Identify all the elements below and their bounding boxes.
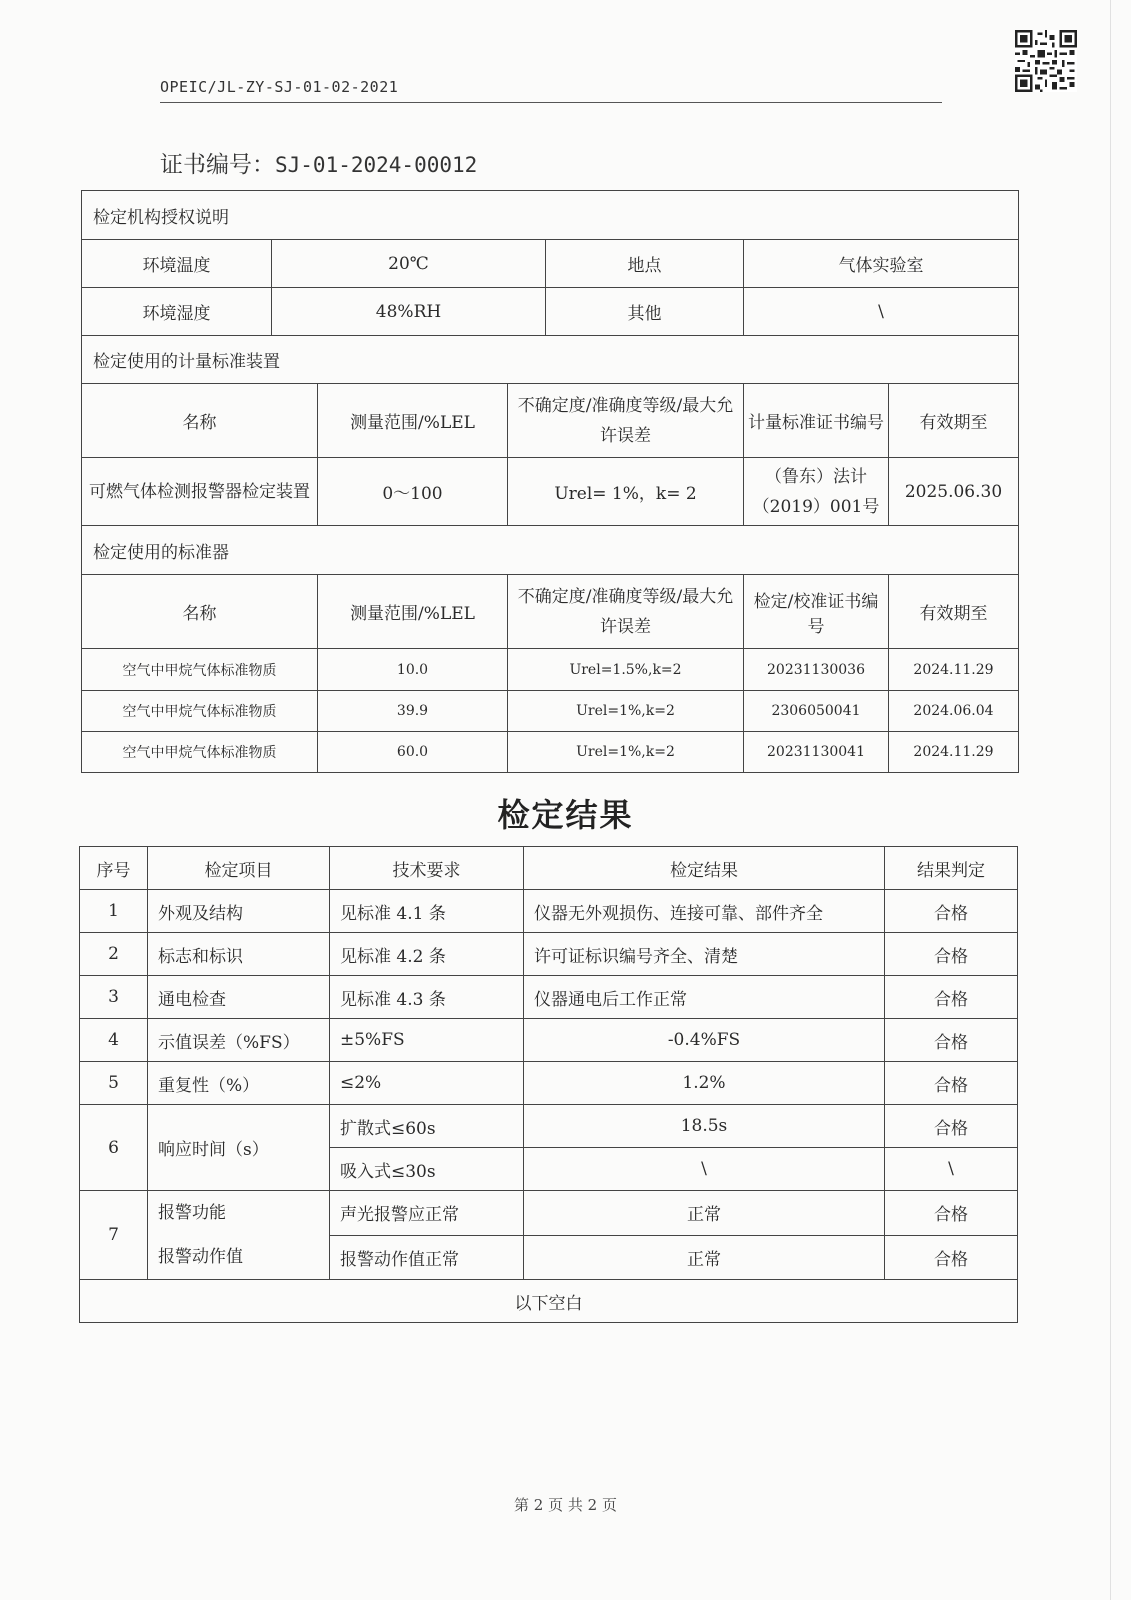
table-row	[80, 890, 1018, 933]
row-result: 1.2%	[524, 1062, 885, 1105]
device-cert-no: （鲁东）法计（2019）001号	[744, 458, 889, 526]
location-value: 气体实验室	[744, 240, 1019, 288]
row-no: 7	[80, 1191, 148, 1280]
material-name: 空气中甲烷气体标准物质	[82, 691, 318, 732]
material-header-valid-until: 有效期至	[889, 575, 1019, 649]
row-verdict: 合格	[885, 1235, 1018, 1280]
material-cert-no: 20231130041	[744, 732, 889, 773]
standards-info-table	[81, 190, 1019, 773]
device-header-range: 测量范围/%LEL	[318, 384, 508, 458]
header-rule	[160, 102, 942, 103]
row-result: 许可证标识编号齐全、清楚	[524, 933, 885, 976]
row-requirement: 报警动作值正常	[330, 1235, 524, 1280]
material-row	[82, 732, 1019, 773]
row-item: 报警功能	[158, 1203, 226, 1223]
device-header-valid-until: 有效期至	[889, 384, 1019, 458]
row-no: 5	[80, 1062, 148, 1105]
results-header-item: 检定项目	[148, 847, 330, 890]
material-valid-until: 2024.11.29	[889, 649, 1019, 691]
table-row	[80, 1019, 1018, 1062]
document-code: OPEIC/JL-ZY-SJ-01-02-2021	[160, 78, 399, 96]
page-number: 第 2 页 共 2 页	[514, 1496, 617, 1514]
row-requirement: 声光报警应正常	[330, 1191, 524, 1236]
row-no: 4	[80, 1019, 148, 1062]
env-temp-value: 20℃	[272, 240, 546, 288]
row-item: 外观及结构	[148, 890, 330, 933]
table-row	[80, 976, 1018, 1019]
row-result: 18.5s	[524, 1105, 885, 1148]
material-header-cert-no: 检定/校准证书编号	[744, 575, 889, 649]
device-header-cert-no: 计量标准证书编号	[744, 384, 889, 458]
results-header-no: 序号	[80, 847, 148, 890]
material-row	[82, 691, 1019, 732]
env-humidity-value: 48%RH	[272, 288, 546, 336]
authorization-title: 检定机构授权说明	[82, 191, 1019, 240]
device-name: 可燃气体检测报警器检定装置	[82, 458, 318, 526]
row-verdict: 合格	[885, 1105, 1018, 1148]
row-verdict: 合格	[885, 1191, 1018, 1236]
material-cert-no: 2306050041	[744, 691, 889, 732]
material-uncertainty: Urel=1.5%,k=2	[508, 649, 744, 691]
row-verdict: 合格	[885, 890, 1018, 933]
row-verdict: \	[885, 1148, 1018, 1191]
material-header-uncertainty: 不确定度/准确度等级/最大允许误差	[508, 575, 744, 649]
row-result: 正常	[524, 1191, 885, 1236]
row-verdict: 合格	[885, 1062, 1018, 1105]
blank-below-note: 以下空白	[80, 1280, 1018, 1323]
row-no: 6	[80, 1105, 148, 1191]
material-row	[82, 649, 1019, 691]
row-result: 仪器通电后工作正常	[524, 976, 885, 1019]
other-label: 其他	[546, 288, 744, 336]
qr-code-icon	[1015, 30, 1077, 92]
table-row	[80, 1191, 1018, 1236]
material-name: 空气中甲烷气体标准物质	[82, 649, 318, 691]
table-row	[80, 933, 1018, 976]
row-item: 通电检查	[148, 976, 330, 1019]
material-range: 39.9	[318, 691, 508, 732]
standard-materials-title: 检定使用的标准器	[82, 526, 1019, 575]
row-requirement: 见标准 4.2 条	[330, 933, 524, 976]
device-range: 0～100	[318, 458, 508, 526]
row-verdict: 合格	[885, 933, 1018, 976]
row-requirement: 吸入式≤30s	[330, 1148, 524, 1191]
material-name: 空气中甲烷气体标准物质	[82, 732, 318, 773]
row-item: 示值误差（%FS）	[148, 1019, 330, 1062]
row-no: 3	[80, 976, 148, 1019]
row-item: 重复性（%）	[148, 1062, 330, 1105]
row-item: 报警动作值	[158, 1247, 243, 1267]
material-header-range: 测量范围/%LEL	[318, 575, 508, 649]
certificate-number-label: 证书编号：	[160, 152, 275, 178]
device-valid-until: 2025.06.30	[889, 458, 1019, 526]
device-header-name: 名称	[82, 384, 318, 458]
table-row	[80, 1105, 1018, 1148]
row-requirement: ≤2%	[330, 1062, 524, 1105]
row-requirement: 见标准 4.3 条	[330, 976, 524, 1019]
results-title: 检定结果	[497, 796, 634, 834]
row-verdict: 合格	[885, 976, 1018, 1019]
device-header-uncertainty: 不确定度/准确度等级/最大允许误差	[508, 384, 744, 458]
certificate-number-line	[160, 146, 477, 179]
material-cert-no: 20231130036	[744, 649, 889, 691]
material-uncertainty: Urel=1%,k=2	[508, 732, 744, 773]
row-requirement: 扩散式≤60s	[330, 1105, 524, 1148]
results-table	[79, 846, 1018, 1323]
material-uncertainty: Urel=1%,k=2	[508, 691, 744, 732]
env-humidity-label: 环境湿度	[82, 288, 272, 336]
results-header-verdict: 结果判定	[885, 847, 1018, 890]
results-header-result: 检定结果	[524, 847, 885, 890]
env-temp-label: 环境温度	[82, 240, 272, 288]
row-result: -0.4%FS	[524, 1019, 885, 1062]
row-requirement: ±5%FS	[330, 1019, 524, 1062]
row-item: 标志和标识	[148, 933, 330, 976]
row-verdict: 合格	[885, 1019, 1018, 1062]
row-no: 1	[80, 890, 148, 933]
device-uncertainty: Urel= 1%，k= 2	[508, 458, 744, 526]
material-range: 60.0	[318, 732, 508, 773]
row-no: 2	[80, 933, 148, 976]
standard-device-title: 检定使用的计量标准装置	[82, 336, 1019, 384]
material-valid-until: 2024.06.04	[889, 691, 1019, 732]
other-value: \	[744, 288, 1019, 336]
row-result: 仪器无外观损伤、连接可靠、部件齐全	[524, 890, 885, 933]
row-item-group	[148, 1191, 330, 1280]
material-valid-until: 2024.11.29	[889, 732, 1019, 773]
row-result: 正常	[524, 1235, 885, 1280]
material-header-name: 名称	[82, 575, 318, 649]
row-result: \	[524, 1148, 885, 1191]
row-item: 响应时间（s）	[148, 1105, 330, 1191]
material-range: 10.0	[318, 649, 508, 691]
certificate-number: SJ-01-2024-00012	[275, 153, 478, 177]
table-row	[80, 1062, 1018, 1105]
location-label: 地点	[546, 240, 744, 288]
results-header-requirement: 技术要求	[330, 847, 524, 890]
row-requirement: 见标准 4.1 条	[330, 890, 524, 933]
